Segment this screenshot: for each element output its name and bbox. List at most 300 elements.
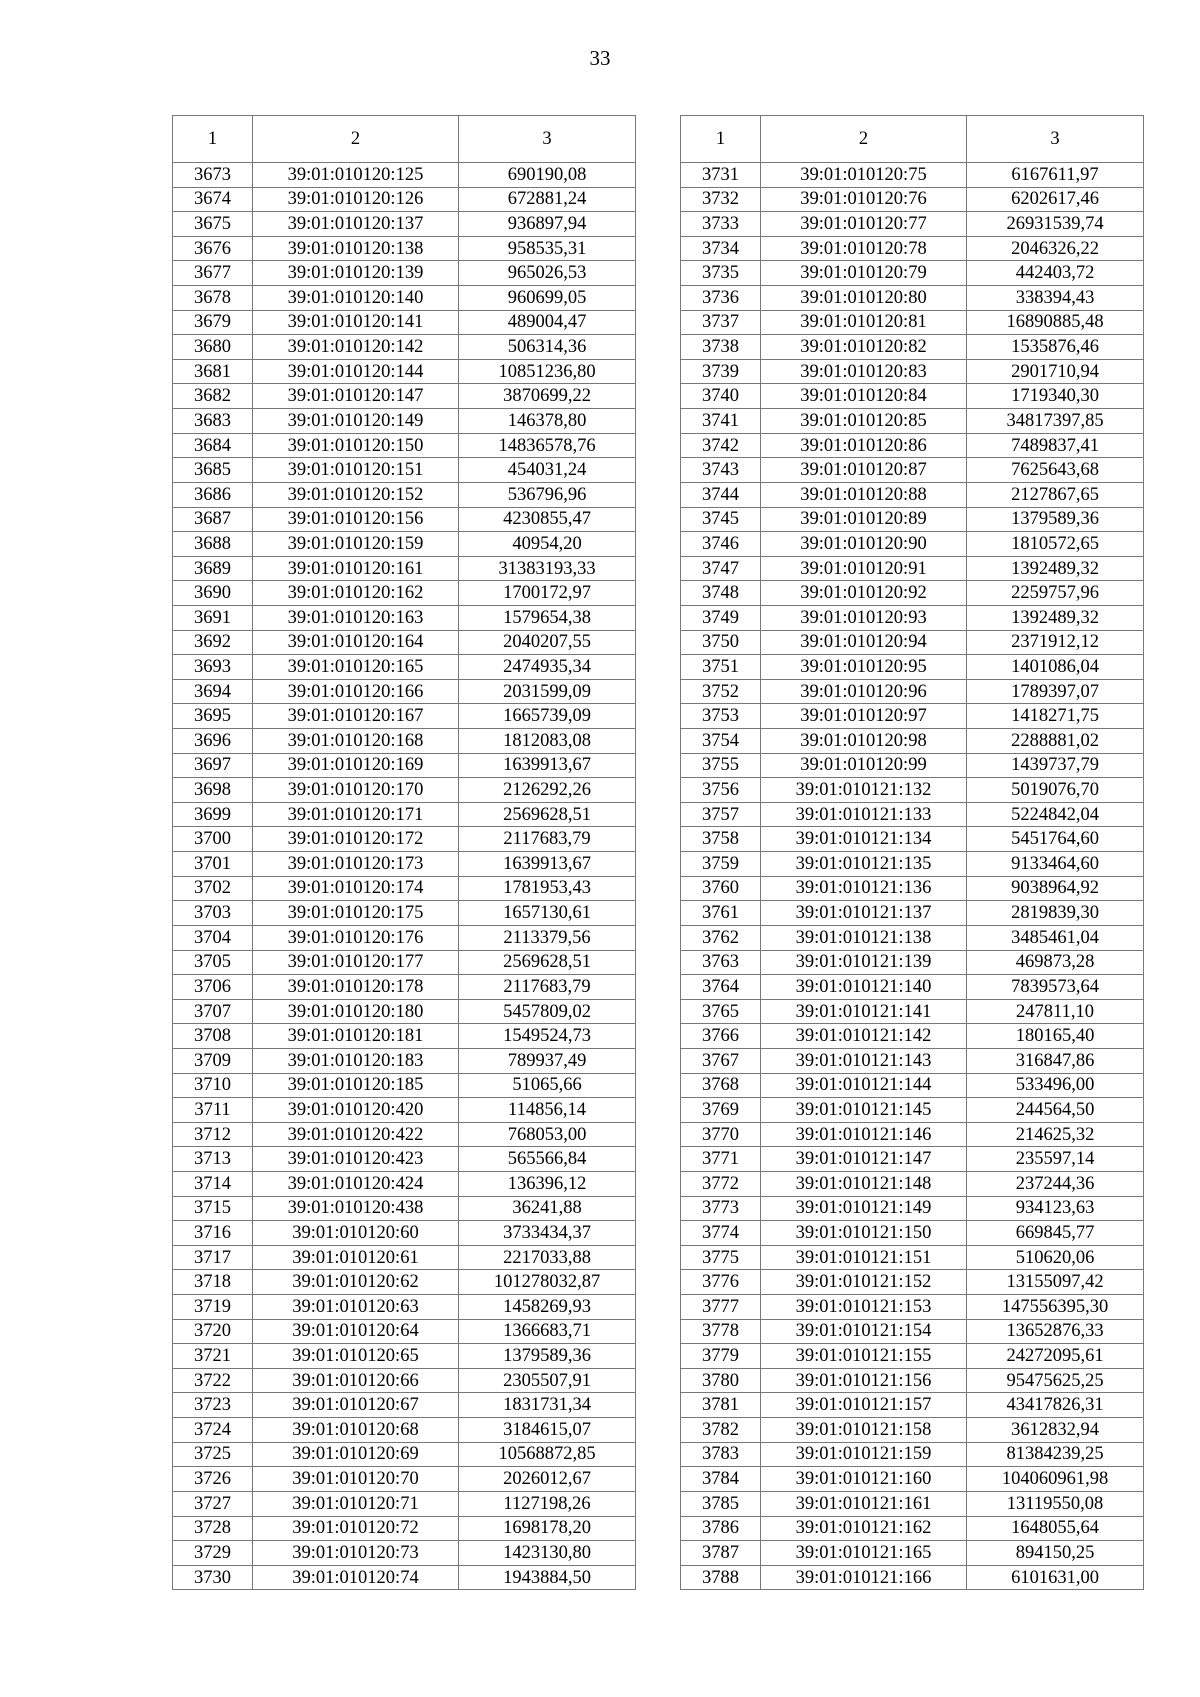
cadastral-number-cell: 39:01:010121:150 [761, 1221, 967, 1246]
table-row [173, 384, 636, 409]
table-row [681, 1418, 1144, 1443]
cadastral-number-cell: 39:01:010120:137 [253, 212, 459, 237]
row-number-cell: 3691 [173, 605, 253, 630]
cadastral-number-cell: 39:01:010121:137 [761, 901, 967, 926]
row-number-cell: 3715 [173, 1196, 253, 1221]
value-cell: 3184615,07 [459, 1418, 636, 1443]
cadastral-number-cell: 39:01:010120:66 [253, 1368, 459, 1393]
cadastral-number-cell: 39:01:010121:156 [761, 1368, 967, 1393]
table-row [173, 1368, 636, 1393]
row-number-cell: 3735 [681, 261, 761, 286]
cadastral-number-cell: 39:01:010121:157 [761, 1393, 967, 1418]
cadastral-number-cell: 39:01:010120:171 [253, 802, 459, 827]
row-number-cell: 3772 [681, 1171, 761, 1196]
row-number-cell: 3767 [681, 1048, 761, 1073]
row-number-cell: 3695 [173, 704, 253, 729]
cadastral-number-cell: 39:01:010121:148 [761, 1171, 967, 1196]
table-row [681, 458, 1144, 483]
row-number-cell: 3720 [173, 1319, 253, 1344]
value-cell: 1392489,32 [967, 556, 1144, 581]
row-number-cell: 3754 [681, 729, 761, 754]
row-number-cell: 3747 [681, 556, 761, 581]
table-row [681, 581, 1144, 606]
cadastral-number-cell: 39:01:010120:65 [253, 1344, 459, 1369]
row-number-cell: 3697 [173, 753, 253, 778]
value-cell: 1789397,07 [967, 679, 1144, 704]
value-cell: 244564,50 [967, 1098, 1144, 1123]
cadastral-number-cell: 39:01:010120:144 [253, 359, 459, 384]
value-cell: 43417826,31 [967, 1393, 1144, 1418]
row-number-cell: 3693 [173, 655, 253, 680]
cadastral-number-cell: 39:01:010120:156 [253, 507, 459, 532]
table-row [681, 1147, 1144, 1172]
value-cell: 1127198,26 [459, 1491, 636, 1516]
cadastral-number-cell: 39:01:010120:173 [253, 852, 459, 877]
row-number-cell: 3686 [173, 482, 253, 507]
cadastral-number-cell: 39:01:010121:162 [761, 1516, 967, 1541]
cadastral-number-cell: 39:01:010120:90 [761, 532, 967, 557]
value-cell: 101278032,87 [459, 1270, 636, 1295]
row-number-cell: 3752 [681, 679, 761, 704]
row-number-cell: 3785 [681, 1491, 761, 1516]
row-number-cell: 3689 [173, 556, 253, 581]
row-number-cell: 3744 [681, 482, 761, 507]
table-row [173, 458, 636, 483]
row-number-cell: 3722 [173, 1368, 253, 1393]
cadastral-number-cell: 39:01:010120:180 [253, 999, 459, 1024]
table-row [681, 482, 1144, 507]
value-cell: 2126292,26 [459, 778, 636, 803]
cadastral-number-cell: 39:01:010120:68 [253, 1418, 459, 1443]
table-row [681, 679, 1144, 704]
row-number-cell: 3711 [173, 1098, 253, 1123]
cadastral-number-cell: 39:01:010120:438 [253, 1196, 459, 1221]
page-number: 33 [589, 46, 611, 70]
cadastral-number-cell: 39:01:010120:83 [761, 359, 967, 384]
value-cell: 960699,05 [459, 286, 636, 311]
value-cell: 1401086,04 [967, 655, 1144, 680]
row-number-cell: 3761 [681, 901, 761, 926]
table-row [681, 975, 1144, 1000]
table-row [681, 1122, 1144, 1147]
table-row [173, 999, 636, 1024]
row-number-cell: 3773 [681, 1196, 761, 1221]
value-cell: 2901710,94 [967, 359, 1144, 384]
cadastral-number-cell: 39:01:010120:167 [253, 704, 459, 729]
table-row [173, 1098, 636, 1123]
value-cell: 1418271,75 [967, 704, 1144, 729]
cadastral-number-cell: 39:01:010120:95 [761, 655, 967, 680]
cadastral-number-cell: 39:01:010120:140 [253, 286, 459, 311]
cadastral-number-cell: 39:01:010120:63 [253, 1295, 459, 1320]
table-row [173, 1295, 636, 1320]
table-row [173, 163, 636, 188]
row-number-cell: 3709 [173, 1048, 253, 1073]
value-cell: 34817397,85 [967, 409, 1144, 434]
row-number-cell: 3676 [173, 236, 253, 261]
cadastral-number-cell: 39:01:010120:77 [761, 212, 967, 237]
value-cell: 489004,47 [459, 310, 636, 335]
cadastral-number-cell: 39:01:010120:96 [761, 679, 967, 704]
cadastral-number-cell: 39:01:010121:153 [761, 1295, 967, 1320]
cadastral-number-cell: 39:01:010120:420 [253, 1098, 459, 1123]
cadastral-number-cell: 39:01:010120:178 [253, 975, 459, 1000]
cadastral-number-cell: 39:01:010120:84 [761, 384, 967, 409]
row-number-cell: 3728 [173, 1516, 253, 1541]
table-row [681, 1024, 1144, 1049]
cadastral-number-cell: 39:01:010120:91 [761, 556, 967, 581]
value-cell: 5019076,70 [967, 778, 1144, 803]
table-row [681, 310, 1144, 335]
value-cell: 1831731,34 [459, 1393, 636, 1418]
value-cell: 768053,00 [459, 1122, 636, 1147]
table-row [173, 1565, 636, 1590]
row-number-cell: 3753 [681, 704, 761, 729]
table-row [173, 1344, 636, 1369]
value-cell: 2127867,65 [967, 482, 1144, 507]
row-number-cell: 3741 [681, 409, 761, 434]
cadastral-number-cell: 39:01:010120:424 [253, 1171, 459, 1196]
cadastral-number-cell: 39:01:010120:60 [253, 1221, 459, 1246]
table-row [681, 1368, 1144, 1393]
cadastral-number-cell: 39:01:010120:70 [253, 1467, 459, 1492]
row-number-cell: 3777 [681, 1295, 761, 1320]
cadastral-number-cell: 39:01:010121:165 [761, 1541, 967, 1566]
row-number-cell: 3731 [681, 163, 761, 188]
row-number-cell: 3706 [173, 975, 253, 1000]
value-cell: 36241,88 [459, 1196, 636, 1221]
table-row [681, 1541, 1144, 1566]
value-cell: 789937,49 [459, 1048, 636, 1073]
cadastral-number-cell: 39:01:010120:62 [253, 1270, 459, 1295]
table-row [173, 1221, 636, 1246]
cadastral-number-cell: 39:01:010120:422 [253, 1122, 459, 1147]
table-row [681, 827, 1144, 852]
row-number-cell: 3684 [173, 433, 253, 458]
value-cell: 2288881,02 [967, 729, 1144, 754]
row-number-cell: 3749 [681, 605, 761, 630]
row-number-cell: 3762 [681, 925, 761, 950]
value-cell: 2305507,91 [459, 1368, 636, 1393]
table-row [173, 655, 636, 680]
table-row [173, 876, 636, 901]
table-body-right [681, 163, 1144, 1590]
value-cell: 9133464,60 [967, 852, 1144, 877]
table-row [173, 1024, 636, 1049]
value-cell: 10851236,80 [459, 359, 636, 384]
cadastral-number-cell: 39:01:010120:64 [253, 1319, 459, 1344]
table-row [681, 384, 1144, 409]
row-number-cell: 3674 [173, 187, 253, 212]
cadastral-number-cell: 39:01:010120:74 [253, 1565, 459, 1590]
table-row [681, 261, 1144, 286]
value-cell: 235597,14 [967, 1147, 1144, 1172]
value-cell: 533496,00 [967, 1073, 1144, 1098]
cadastral-number-cell: 39:01:010120:71 [253, 1491, 459, 1516]
cadastral-number-cell: 39:01:010120:99 [761, 753, 967, 778]
value-cell: 338394,43 [967, 286, 1144, 311]
cadastral-number-cell: 39:01:010120:176 [253, 925, 459, 950]
value-cell: 2026012,67 [459, 1467, 636, 1492]
column-header-number: 1 [681, 116, 761, 163]
table-row [173, 950, 636, 975]
value-cell: 1549524,73 [459, 1024, 636, 1049]
row-number-cell: 3751 [681, 655, 761, 680]
row-number-cell: 3696 [173, 729, 253, 754]
row-number-cell: 3688 [173, 532, 253, 557]
cadastral-number-cell: 39:01:010120:81 [761, 310, 967, 335]
row-number-cell: 3755 [681, 753, 761, 778]
table-row [681, 163, 1144, 188]
row-number-cell: 3713 [173, 1147, 253, 1172]
row-number-cell: 3778 [681, 1319, 761, 1344]
table-row [173, 1196, 636, 1221]
cadastral-number-cell: 39:01:010120:164 [253, 630, 459, 655]
value-cell: 4230855,47 [459, 507, 636, 532]
cadastral-number-cell: 39:01:010120:94 [761, 630, 967, 655]
table-row [173, 729, 636, 754]
cadastral-number-cell: 39:01:010120:172 [253, 827, 459, 852]
row-number-cell: 3782 [681, 1418, 761, 1443]
cadastral-number-cell: 39:01:010120:152 [253, 482, 459, 507]
column-header-cadastral-number: 2 [761, 116, 967, 163]
cadastral-number-cell: 39:01:010121:144 [761, 1073, 967, 1098]
value-cell: 894150,25 [967, 1541, 1144, 1566]
table-row [681, 925, 1144, 950]
row-number-cell: 3765 [681, 999, 761, 1024]
cadastral-number-cell: 39:01:010121:159 [761, 1442, 967, 1467]
value-cell: 2117683,79 [459, 975, 636, 1000]
table-row [681, 1221, 1144, 1246]
table-row [681, 1344, 1144, 1369]
value-cell: 13119550,08 [967, 1491, 1144, 1516]
row-number-cell: 3682 [173, 384, 253, 409]
value-cell: 2371912,12 [967, 630, 1144, 655]
table-row [681, 1393, 1144, 1418]
cadastral-number-cell: 39:01:010121:155 [761, 1344, 967, 1369]
cadastral-number-cell: 39:01:010120:181 [253, 1024, 459, 1049]
value-cell: 3612832,94 [967, 1418, 1144, 1443]
column-header-number: 1 [173, 116, 253, 163]
cadastral-number-cell: 39:01:010121:139 [761, 950, 967, 975]
value-cell: 1700172,97 [459, 581, 636, 606]
row-number-cell: 3710 [173, 1073, 253, 1098]
table-row [681, 532, 1144, 557]
cadastral-number-cell: 39:01:010120:75 [761, 163, 967, 188]
value-cell: 1648055,64 [967, 1516, 1144, 1541]
cadastral-number-cell: 39:01:010120:97 [761, 704, 967, 729]
cadastral-table-left [172, 115, 636, 1590]
cadastral-number-cell: 39:01:010120:174 [253, 876, 459, 901]
value-cell: 1657130,61 [459, 901, 636, 926]
table-row [173, 335, 636, 360]
cadastral-number-cell: 39:01:010121:158 [761, 1418, 967, 1443]
table-row [173, 532, 636, 557]
table-row [173, 1319, 636, 1344]
table-row [173, 852, 636, 877]
row-number-cell: 3679 [173, 310, 253, 335]
value-cell: 536796,96 [459, 482, 636, 507]
cadastral-number-cell: 39:01:010121:151 [761, 1245, 967, 1270]
value-cell: 40954,20 [459, 532, 636, 557]
table-row [173, 827, 636, 852]
table-row [681, 876, 1144, 901]
cadastral-number-cell: 39:01:010120:423 [253, 1147, 459, 1172]
value-cell: 16890885,48 [967, 310, 1144, 335]
table-row [173, 1467, 636, 1492]
value-cell: 6202617,46 [967, 187, 1144, 212]
table-row [681, 409, 1144, 434]
row-number-cell: 3738 [681, 335, 761, 360]
row-number-cell: 3707 [173, 999, 253, 1024]
row-number-cell: 3704 [173, 925, 253, 950]
cadastral-number-cell: 39:01:010121:160 [761, 1467, 967, 1492]
value-cell: 2259757,96 [967, 581, 1144, 606]
row-number-cell: 3739 [681, 359, 761, 384]
cadastral-number-cell: 39:01:010120:67 [253, 1393, 459, 1418]
value-cell: 247811,10 [967, 999, 1144, 1024]
cadastral-table-right [680, 115, 1144, 1590]
cadastral-number-cell: 39:01:010120:168 [253, 729, 459, 754]
table-row [681, 901, 1144, 926]
value-cell: 1665739,09 [459, 704, 636, 729]
value-cell: 506314,36 [459, 335, 636, 360]
row-number-cell: 3788 [681, 1565, 761, 1590]
cadastral-number-cell: 39:01:010120:98 [761, 729, 967, 754]
cadastral-number-cell: 39:01:010120:80 [761, 286, 967, 311]
row-number-cell: 3775 [681, 1245, 761, 1270]
cadastral-number-cell: 39:01:010121:152 [761, 1270, 967, 1295]
cadastral-number-cell: 39:01:010121:166 [761, 1565, 967, 1590]
cadastral-number-cell: 39:01:010121:136 [761, 876, 967, 901]
table-row [681, 433, 1144, 458]
value-cell: 81384239,25 [967, 1442, 1144, 1467]
row-number-cell: 3743 [681, 458, 761, 483]
row-number-cell: 3700 [173, 827, 253, 852]
table-row [681, 778, 1144, 803]
table-row [681, 1098, 1144, 1123]
row-number-cell: 3685 [173, 458, 253, 483]
row-number-cell: 3677 [173, 261, 253, 286]
value-cell: 5451764,60 [967, 827, 1144, 852]
cadastral-number-cell: 39:01:010121:143 [761, 1048, 967, 1073]
cadastral-number-cell: 39:01:010121:138 [761, 925, 967, 950]
table-row [681, 704, 1144, 729]
value-cell: 136396,12 [459, 1171, 636, 1196]
row-number-cell: 3726 [173, 1467, 253, 1492]
value-cell: 10568872,85 [459, 1442, 636, 1467]
table-row [681, 1270, 1144, 1295]
cadastral-number-cell: 39:01:010120:89 [761, 507, 967, 532]
value-cell: 214625,32 [967, 1122, 1144, 1147]
row-number-cell: 3724 [173, 1418, 253, 1443]
value-cell: 6167611,97 [967, 163, 1144, 188]
table-body-left [173, 163, 636, 1590]
table-row [173, 1147, 636, 1172]
value-cell: 1639913,67 [459, 753, 636, 778]
table-row [173, 507, 636, 532]
table-row [681, 1245, 1144, 1270]
cadastral-number-cell: 39:01:010120:61 [253, 1245, 459, 1270]
row-number-cell: 3760 [681, 876, 761, 901]
row-number-cell: 3730 [173, 1565, 253, 1590]
value-cell: 669845,77 [967, 1221, 1144, 1246]
table-row [681, 1048, 1144, 1073]
cadastral-number-cell: 39:01:010120:126 [253, 187, 459, 212]
table-row [681, 507, 1144, 532]
table-row [681, 999, 1144, 1024]
cadastral-number-cell: 39:01:010120:170 [253, 778, 459, 803]
cadastral-number-cell: 39:01:010120:142 [253, 335, 459, 360]
table-row [173, 212, 636, 237]
table-row [173, 1393, 636, 1418]
cadastral-number-cell: 39:01:010120:92 [761, 581, 967, 606]
table-row [173, 187, 636, 212]
row-number-cell: 3759 [681, 852, 761, 877]
table-row [681, 852, 1144, 877]
cadastral-number-cell: 39:01:010120:88 [761, 482, 967, 507]
table-row [173, 802, 636, 827]
value-cell: 1639913,67 [459, 852, 636, 877]
cadastral-number-cell: 39:01:010120:125 [253, 163, 459, 188]
row-number-cell: 3678 [173, 286, 253, 311]
row-number-cell: 3673 [173, 163, 253, 188]
value-cell: 13155097,42 [967, 1270, 1144, 1295]
table-row [681, 1565, 1144, 1590]
cadastral-number-cell: 39:01:010120:175 [253, 901, 459, 926]
table-row [173, 1491, 636, 1516]
value-cell: 1943884,50 [459, 1565, 636, 1590]
cadastral-number-cell: 39:01:010121:132 [761, 778, 967, 803]
row-number-cell: 3770 [681, 1122, 761, 1147]
row-number-cell: 3699 [173, 802, 253, 827]
value-cell: 1719340,30 [967, 384, 1144, 409]
value-cell: 7839573,64 [967, 975, 1144, 1000]
table-row [173, 975, 636, 1000]
value-cell: 6101631,00 [967, 1565, 1144, 1590]
row-number-cell: 3719 [173, 1295, 253, 1320]
row-number-cell: 3763 [681, 950, 761, 975]
value-cell: 1392489,32 [967, 605, 1144, 630]
row-number-cell: 3781 [681, 1393, 761, 1418]
table-row [681, 753, 1144, 778]
row-number-cell: 3675 [173, 212, 253, 237]
cadastral-number-cell: 39:01:010121:142 [761, 1024, 967, 1049]
cadastral-number-cell: 39:01:010121:149 [761, 1196, 967, 1221]
table-row [173, 1171, 636, 1196]
row-number-cell: 3708 [173, 1024, 253, 1049]
value-cell: 965026,53 [459, 261, 636, 286]
value-cell: 1535876,46 [967, 335, 1144, 360]
row-number-cell: 3694 [173, 679, 253, 704]
table-row [173, 482, 636, 507]
value-cell: 442403,72 [967, 261, 1144, 286]
row-number-cell: 3690 [173, 581, 253, 606]
table-row [681, 1491, 1144, 1516]
cadastral-number-cell: 39:01:010120:138 [253, 236, 459, 261]
cadastral-number-cell: 39:01:010120:183 [253, 1048, 459, 1073]
row-number-cell: 3725 [173, 1442, 253, 1467]
row-number-cell: 3727 [173, 1491, 253, 1516]
table-row [681, 236, 1144, 261]
value-cell: 1379589,36 [459, 1344, 636, 1369]
value-cell: 2113379,56 [459, 925, 636, 950]
value-cell: 2040207,55 [459, 630, 636, 655]
table-row [173, 286, 636, 311]
row-number-cell: 3681 [173, 359, 253, 384]
cadastral-number-cell: 39:01:010120:69 [253, 1442, 459, 1467]
table-row [681, 630, 1144, 655]
